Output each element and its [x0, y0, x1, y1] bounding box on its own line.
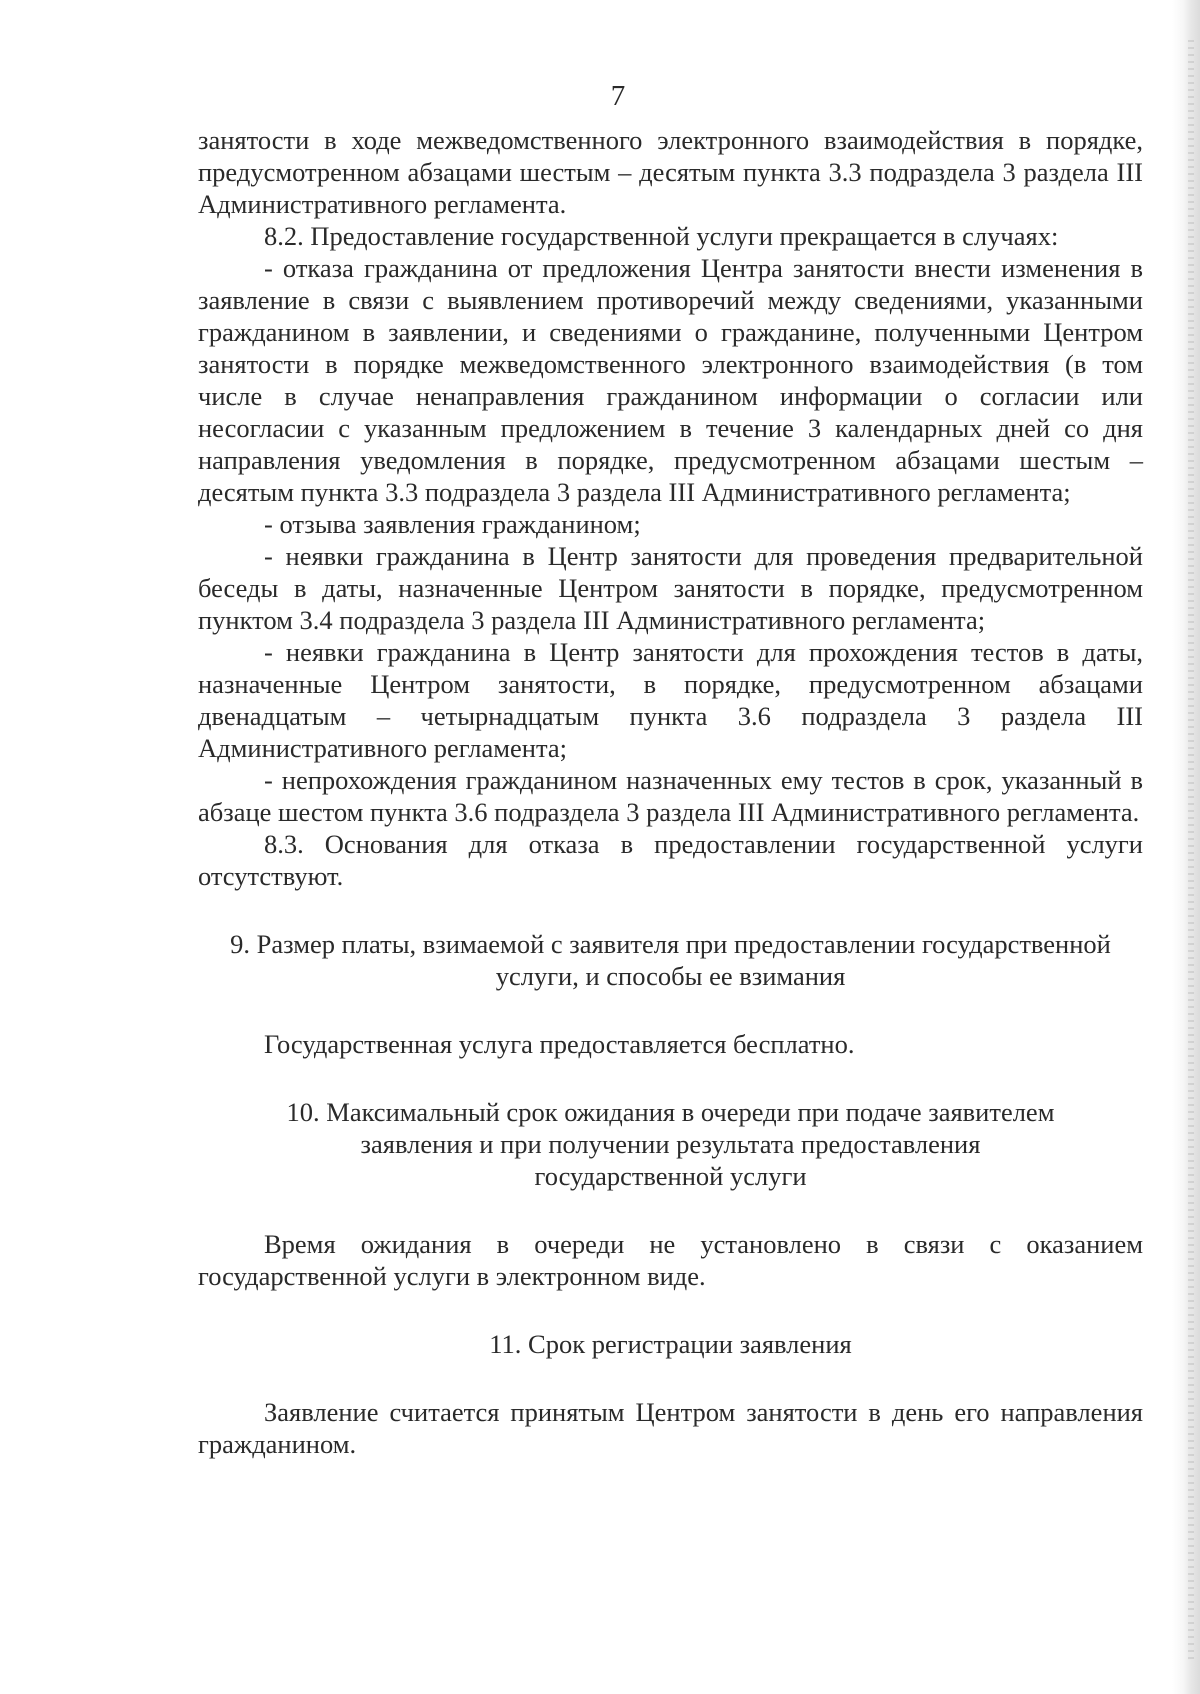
- scan-edge-shadow: [1172, 0, 1200, 1694]
- list-item: - неявки гражданина в Центр занятости для проведения предварительной беседы в даты, назначенные Центром занятости в порядке, предусмотренном пунктом 3.4 подраздела 3 раздела III Административного регламента;: [198, 541, 1143, 635]
- section-body-11: Заявление считается принятым Центром занятости в день его направления гражданином.: [198, 1397, 1143, 1459]
- section-body-9: Государственная услуга предоставляется бесплатно.: [264, 1029, 855, 1059]
- section-body-10: Время ожидания в очереди не установлено в связи с оказанием государственной услуги в электронном виде.: [198, 1229, 1143, 1291]
- section-heading-10: 10. Максимальный срок ожидания в очереди при подаче заявителем заявления и при получении результата предоставления государственной услуги: [286, 1097, 1055, 1191]
- scan-edge-speckle: [1188, 40, 1194, 1660]
- page-number: 7: [610, 80, 626, 112]
- spacer: [198, 892, 1143, 928]
- paragraph: занятости в ходе межведомственного электронного взаимодействия в порядке, предусмотренном абзацами шестым – десятым пункта 3.3 подраздела 3 раздела III Административного регламента.: [198, 125, 1143, 219]
- spacer: [198, 1192, 1143, 1228]
- spacer: [198, 1292, 1143, 1328]
- list-item: - отзыва заявления гражданином;: [264, 509, 641, 539]
- spacer: [198, 992, 1143, 1028]
- spacer: [198, 1060, 1143, 1096]
- section-heading-9: 9. Размер платы, взимаемой с заявителя при предоставлении государственной услуги, и способы ее взимания: [230, 929, 1111, 991]
- list-item: - непрохождения гражданином назначенных ему тестов в срок, указанный в абзаце шестом пункта 3.6 подраздела 3 раздела III Административного регламента.: [198, 765, 1143, 827]
- list-item: - неявки гражданина в Центр занятости для прохождения тестов в даты, назначенные Центром занятости, в порядке, предусмотренном абзацами двенадцатым – четырнадцатым пункта 3.6 подраздела 3 раздела III Административного регламента;: [198, 637, 1143, 763]
- list-item: - отказа гражданина от предложения Центра занятости внести изменения в заявление в связи с выявлением противоречий между сведениями, указанными гражданином в заявлении, и сведениями о гражданине, полученными Центром занятости в порядке межведомственного электронного взаимодействия (в том числе в случае ненаправления гражданином информации о согласии или несогласии с указанным предложением в течение 3 календарных дней со дня направления уведомления в порядке, предусмотренном абзацами шестым – десятым пункта 3.3 подраздела 3 раздела III Административного регламента;: [198, 253, 1143, 507]
- document-body: [198, 124, 1143, 1460]
- paragraph: 8.3. Основания для отказа в предоставлении государственной услуги отсутствуют.: [198, 829, 1143, 891]
- paragraph: 8.2. Предоставление государственной услуги прекращается в случаях:: [264, 221, 1059, 251]
- section-heading-11: 11. Срок регистрации заявления: [489, 1329, 852, 1359]
- spacer: [198, 1360, 1143, 1396]
